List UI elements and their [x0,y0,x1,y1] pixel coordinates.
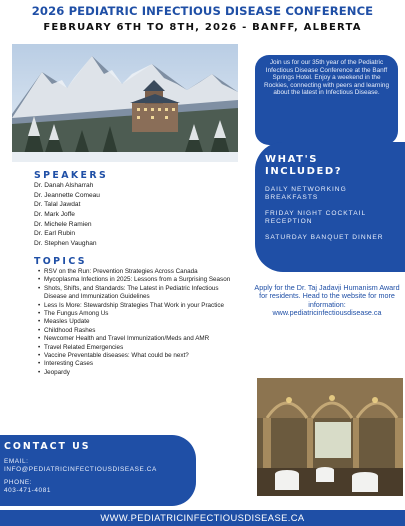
topic-item: • RSV on the Run: Prevention Strategies Across Canada [38,268,238,276]
contact-email[interactable]: INFO@PEDIATRICINFECTIOUSDISEASE.CA [4,466,157,473]
contact-phone[interactable]: 403-471-4081 [4,487,51,494]
included-item: DAILY NETWORKING BREAKFASTS [265,186,347,201]
award-notice [254,284,400,318]
award-link[interactable]: www.pediatricinfectiousdisease.ca [272,308,382,318]
topic-item: • Newcomer Health and Travel Immunization/Meds and AMR [38,335,238,343]
banquet-hall-photo [257,378,403,496]
topic-item: • Jeopardy [38,369,238,377]
topic-item: • Vaccine Preventable diseases: What could be next? [38,352,238,360]
intro-box [255,55,398,145]
topic-item: • Childhood Rashes [38,327,238,335]
whats-included-title-line1: WHAT'S [265,154,319,165]
topic-item: • Measles Update [38,318,238,326]
included-item: FRIDAY NIGHT COCKTAIL RECEPTION [265,210,366,225]
banff-hotel-photo [12,44,238,162]
topic-item: • Less Is More: Stewardship Strategies That Work in your Practice [38,302,238,310]
phone-label: PHONE: [4,479,33,486]
speaker-item: Dr. Michele Ramien [34,220,92,228]
conference-dates: FEBRUARY 6TH TO 8TH, 2026 - BANFF, ALBERTA [43,22,362,33]
speaker-item: Dr. Jeannette Comeau [34,191,100,199]
topic-item: • Interesting Cases [38,360,238,368]
whats-included-box [255,142,405,272]
contact-box [0,435,196,506]
speakers-heading: SPEAKERS [34,170,109,181]
whats-included-title-line2: INCLUDED? [265,166,343,177]
included-item: SATURDAY BANQUET DINNER [265,234,384,241]
contact-heading: CONTACT US [4,441,91,452]
whats-included-title [265,154,395,178]
speaker-item: Dr. Earl Rubin [34,230,76,238]
topics-list [38,268,238,377]
topic-item: • Mycoplasma Infections in 2025: Lessons from a Surprising Season [38,276,238,284]
speaker-item: Dr. Talal Jawdat [34,201,81,209]
speaker-item: Dr. Danah Alsharrah [34,182,94,189]
topic-item: • Shots, Shifts, and Standards: The Latest in Pediatric Infectious Disease and Immunization Guidelines [38,285,238,302]
intro-text: Join us for our 35th year of the Pediatric Infectious Disease Conference at the Banff Springs Hotel. Enjoy a weekend in the Rockies, connecting with peers and learning about the latest in Infectious Disease. [263,59,390,97]
topic-item: • The Fungus Among Us [38,310,238,318]
email-label: EMAIL: [4,458,29,465]
conference-title: 2026 PEDIATRIC INFECTIOUS DISEASE CONFERENCE [31,4,374,18]
speaker-item: Dr. Stephen Vaughan [34,239,97,247]
award-text: Apply for the Dr. Taj Jadavji Humanism Award for residents. Head to the website for more information: [254,283,400,309]
speakers-list [34,181,100,249]
topic-item: • Travel Related Emergencies [38,344,238,352]
speaker-item: Dr. Mark Joffe [34,210,75,218]
topics-heading: TOPICS [34,256,87,267]
footer-website-link[interactable]: WWW.PEDIATRICINFECTIOUSDISEASE.CA [0,510,405,526]
